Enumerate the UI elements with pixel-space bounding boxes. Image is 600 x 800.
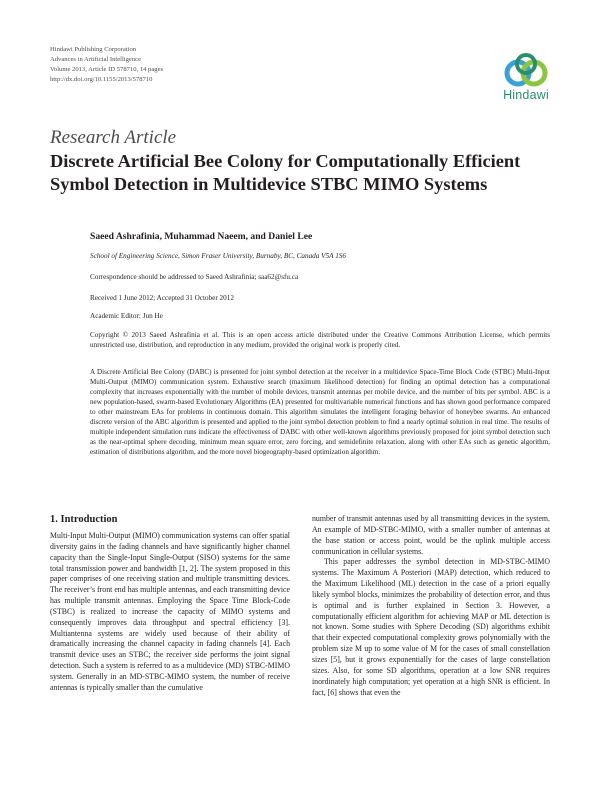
intro-paragraph-1-continued: number of transmit antennas used by all transmitting devices in the system. An example of MD-STBC-MIMO, with a smaller number of antennas at the base station or access point, would be the uplink multiple access communication in cellular systems. <box>312 514 550 556</box>
intro-paragraph-1: Multi-Input Multi-Output (MIMO) communication systems can offer spatial diversity gains in the fading channels and have significantly higher channel capacity than the Single-Input Single-Output (SISO) systems for the same total transmission power and bandwidth [1, 2]. The system proposed in this paper comprises of one receiving station and multiple transmitting devices. The receiver’s front end has multiple antennas, and each transmitting device has multiple transmit antennas. Employing the Space Time Block-Code (STBC) is realized to increase the capacity of MIMO systems and consequently improves data throughput and spectral efficiency [3]. Multiantenna systems are widely used because of their ability of dramatically increasing the channel capacity in fading channels [4]. Each transmit device uses an STBC; the receiver side performs the joint signal detection. Such a system is referred to as a multidevice (MD) STBC-MIMO system. Generally in an MD-STBC-MIMO system, the number of receive antennas is typically smaller than the cumulative <box>50 531 290 692</box>
correspondence: Correspondence should be addressed to Saeed Ashrafinia; saa62@sfu.ca <box>90 273 299 281</box>
journal-name: Advances in Artificial Intelligence <box>50 56 141 63</box>
hindawi-logo-text: Hindawi <box>503 88 549 102</box>
introduction-heading: 1. Introduction <box>50 514 118 525</box>
received-dates: Received 1 June 2012; Accepted 31 October 2012 <box>90 294 234 302</box>
volume-info: Volume 2013, Article ID 578710, 14 pages <box>50 66 164 73</box>
intro-paragraph-2: This paper addresses the symbol detection in MD-STBC-MIMO systems. The Maximum A Posteriori (MAP) detection, which reduced to the Maximum Likelihood (ML) detection in the case of a priori equally likely symbol blocks, minimizes the probability of detection error, and thus is optimal and is further explained in Section 3. However, a computationally efficient algorithm for achieving MAP or ML detection is not known. Some studies with Sphere Decoding (SD) algorithms exhibit that their expected computational complexity grows polynomially with the problem size M up to some value of M for the cases of small constellation sizes [5], but it grows exponentially for the cases of large constellation sizes. Also, for some SD algorithms, operation at a low SNR requires inordinately high computation; yet operation at a high SNR is efficient. In fact, [6] shows that even the <box>312 557 550 697</box>
affiliation: School of Engineering Science, Simon Fraser University, Burnaby, BC, Canada V5A 1S6 <box>90 252 346 260</box>
copyright-notice: Copyright © 2013 Saeed Ashrafinia et al. This is an open access article distributed under the Creative Commons Attribution License, which permits unrestricted use, distribution, and reproduction in any medium, provided the original work is properly cited. <box>90 331 550 349</box>
right-column <box>312 514 550 698</box>
abstract: A Discrete Artificial Bee Colony (DABC) is presented for joint symbol detection at the receiver in a multidevice Space-Time Block Code (STBC) Multi-Input Multi-Output (MIMO) communication system. Exhaustive search (maximum likelihood detection) for finding an optimal detection has a computational complexity that increases exponentially with the number of mobile devices, transmit antennas per mobile device, and the number of bits per symbol. ABC is a new population-based, swarm-based Evolutionary Algorithms (EA) presented for multivariable numerical functions and has shown good performance compared to other mainstream EAs for problems in continuous domain. This algorithm simulates the intelligent foraging behavior of honeybee swarms. An enhanced discrete version of the ABC algorithm is presented and applied to the joint symbol detection problem to find a nearly optimal solution in real time. The results of multiple independent simulation runs indicate the effectiveness of DABC with other well-known algorithms previously proposed for joint symbol detection such as the near-optimal sphere decoding, minimum mean square error, zero forcing, and semidefinite relaxation, along with other EAs such as genetic algorithm, estimation of distributions algorithm, and the more novel biogeography-based optimization algorithm. <box>90 368 550 457</box>
article-title <box>50 150 550 196</box>
left-column <box>50 531 290 694</box>
doi-link[interactable]: http://dx.doi.org/10.1155/2013/578710 <box>50 76 153 83</box>
author-list: Saeed Ashrafinia, Muhammad Naeem, and Daniel Lee <box>90 231 313 242</box>
publisher-name: Hindawi Publishing Corporation <box>50 46 137 53</box>
title-line-2: Symbol Detection in Multidevice STBC MIMO Systems <box>50 174 488 194</box>
academic-editor: Academic Editor: Jun He <box>90 312 163 320</box>
article-type: Research Article <box>50 127 177 148</box>
title-line-1: Discrete Artificial Bee Colony for Computationally Efficient <box>50 151 521 171</box>
